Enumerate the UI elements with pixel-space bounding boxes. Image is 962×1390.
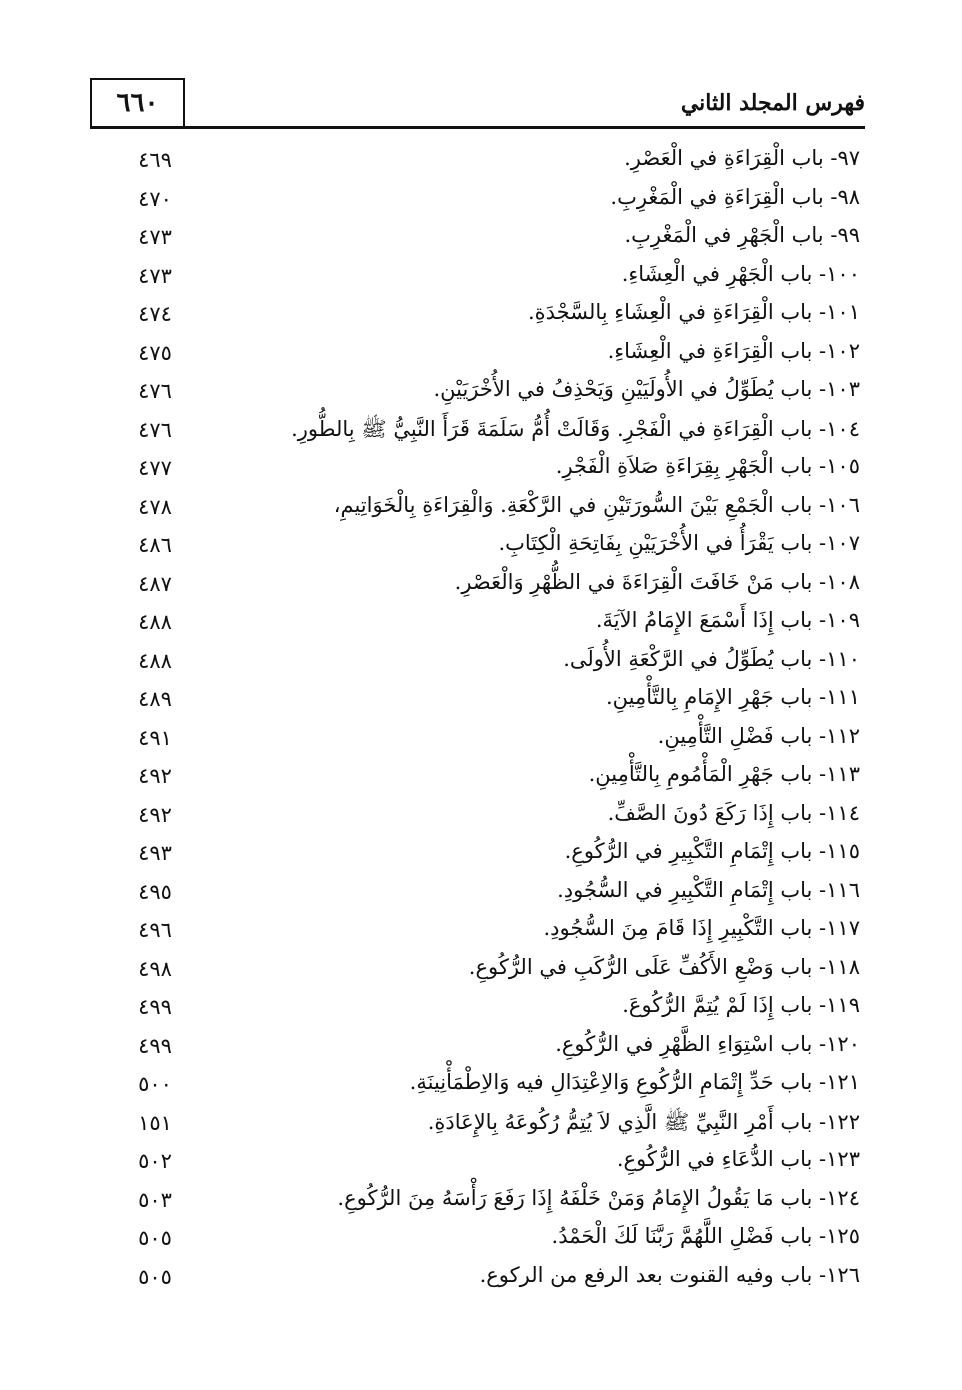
index-entry bbox=[120, 602, 860, 641]
index-entry bbox=[120, 333, 860, 372]
index-entry bbox=[120, 294, 860, 333]
index-entry bbox=[120, 1064, 860, 1103]
entry-title: ١٠٧- باب يَقْرَأُ في الأُخْرَيَيْنِ بِفَاتِحَةِ الْكِتَابِ. bbox=[498, 531, 860, 555]
index-entry bbox=[120, 1103, 860, 1142]
entry-title: ٩٨- باب الْقِرَاءَةِ في الْمَغْرِبِ. bbox=[610, 184, 860, 209]
index-entry bbox=[120, 217, 860, 256]
index-entry bbox=[120, 910, 860, 949]
index-entry bbox=[120, 718, 860, 757]
index-entry bbox=[120, 795, 860, 834]
entry-page-number: ٤٨٦ bbox=[138, 533, 172, 557]
index-entry bbox=[120, 1257, 860, 1296]
entry-title: ٩٩- باب الْجَهْرِ في الْمَغْرِبِ. bbox=[624, 223, 860, 247]
index-entry bbox=[120, 140, 860, 179]
entry-title: ١٠٥- باب الْجَهْرِ بِقِرَاءَةِ صَلاَةِ الْفَجْرِ. bbox=[555, 454, 860, 478]
entry-page-number: ٤٦٩ bbox=[138, 148, 172, 172]
entry-title: ١٢٥- باب فَضْلِ اللَّهُمَّ رَبَّنَا لَكَ الْحَمْدُ. bbox=[551, 1224, 860, 1248]
entry-page-number: ٤٩٥ bbox=[138, 879, 172, 904]
entry-title: ١١٦- باب إِتْمَامِ التَّكْبِيرِ في السُّجُودِ. bbox=[557, 877, 860, 902]
entry-page-number: ٤٨٨ bbox=[138, 648, 172, 673]
entry-title: ١٢٤- باب مَا يَقُولُ الإِمَامُ وَمَنْ خَلْفَهُ إِذَا رَفَعَ رَأْسَهُ مِنَ الرُّكُوعِ. bbox=[337, 1185, 860, 1210]
index-entry bbox=[120, 564, 860, 603]
entry-page-number: ٤٧٦ bbox=[138, 379, 172, 403]
index-entry bbox=[120, 487, 860, 526]
entry-title: ١٢٣- باب الدُّعَاءِ في الرُّكُوعِ. bbox=[616, 1147, 860, 1171]
entry-title: ١٢٢- باب أَمْرِ النَّبِيِّ ﷺ الَّذِي لاَ يُتِمُّ رُكُوعَهُ بِالإِعَادَةِ. bbox=[427, 1109, 860, 1134]
index-entry bbox=[120, 872, 860, 911]
entry-title: ١٢٦- باب وفيه القنوت بعد الرفع من الركوع. bbox=[479, 1262, 860, 1287]
entry-title: ١١٩- باب إِذَا لَمْ يُتِمَّ الرُّكُوعَ. bbox=[622, 993, 860, 1017]
index-entry bbox=[120, 679, 860, 718]
index-entry bbox=[120, 987, 860, 1026]
entry-page-number: ٤٧٣ bbox=[138, 263, 172, 288]
entry-page-number: ٤٧٨ bbox=[138, 494, 172, 519]
entry-title: ١٢٠- باب اسْتِوَاءِ الظَّهْرِ في الرُّكُوعِ. bbox=[555, 1031, 860, 1056]
entry-title: ١٠٤- باب الْقِرَاءَةِ في الْفَجْرِ. وَقَالَتْ أُمُّ سَلَمَةَ قَرَأَ النَّبِيُّ ﷺ بِالطُّورِ. bbox=[291, 416, 860, 441]
entry-title: ١١٨- باب وَضْعِ الأَكُفِّ عَلَى الرُّكَبِ في الرُّكُوعِ. bbox=[468, 954, 860, 979]
entry-title: ١١٧- باب التَّكْبِيرِ إِذَا قَامَ مِنَ السُّجُودِ. bbox=[543, 916, 860, 940]
index-entry bbox=[120, 1218, 860, 1257]
entry-title: ١٠٩- باب إِذَا أَسْمَعَ الإِمَامُ الآيَةَ. bbox=[595, 608, 860, 632]
entry-title: ١١٤- باب إِذَا رَكَعَ دُونَ الصَّفِّ. bbox=[607, 800, 860, 825]
index-entry bbox=[120, 1141, 860, 1180]
index-list bbox=[120, 140, 860, 1295]
entry-page-number: ٤٧٧ bbox=[138, 456, 172, 480]
index-entry bbox=[120, 410, 860, 449]
entry-title: ١١٥- باب إِتْمَامِ التَّكْبِيرِ في الرُّكُوعِ. bbox=[564, 839, 860, 863]
entry-title: ١٠٨- باب مَنْ خَافَتَ الْقِرَاءَةَ في الظُّهْرِ وَالْعَصْرِ. bbox=[454, 569, 860, 594]
index-entry bbox=[120, 1180, 860, 1219]
entry-page-number: ٤٩٣ bbox=[138, 841, 172, 865]
page-number: ٦٦٠ bbox=[90, 78, 185, 126]
entry-page-number: ٤٩٢ bbox=[138, 764, 172, 788]
index-entry bbox=[120, 1026, 860, 1065]
index-entry bbox=[120, 371, 860, 410]
index-entry bbox=[120, 179, 860, 218]
index-entry bbox=[120, 256, 860, 295]
entry-page-number: ٥٠٥ bbox=[138, 1226, 172, 1250]
entry-title: ١٠٦- باب الْجَمْعِ بَيْنَ السُّورَتَيْنِ في الرَّكْعَةِ. وَالْقِرَاءَةِ بِالْخَوَاتِيمِ، bbox=[333, 492, 860, 517]
index-entry bbox=[120, 448, 860, 487]
page-header bbox=[90, 78, 865, 128]
entry-page-number: ٥٠٠ bbox=[138, 1072, 172, 1096]
entry-page-number: ١٥١ bbox=[138, 1110, 172, 1135]
index-entry bbox=[120, 833, 860, 872]
entry-title: ١١٣- باب جَهْرِ الْمَأْمُومِ بِالتَّأْمِينِ. bbox=[588, 762, 860, 786]
entry-page-number: ٤٩٩ bbox=[138, 995, 172, 1019]
header-rule bbox=[90, 126, 865, 129]
entry-title: ١١٠- باب يُطَوِّلُ في الرَّكْعَةِ الأُولَى. bbox=[563, 646, 860, 671]
entry-title: ١٠٢- باب الْقِرَاءَةِ في الْعِشَاءِ. bbox=[607, 338, 860, 363]
running-title: فهرس المجلد الثاني bbox=[680, 90, 865, 116]
entry-title: ١٠٠- باب الْجَهْرِ في الْعِشَاءِ. bbox=[621, 261, 860, 286]
entry-page-number: ٤٧٦ bbox=[138, 417, 172, 442]
entry-page-number: ٤٧٤ bbox=[138, 302, 172, 326]
entry-page-number: ٥٠٣ bbox=[138, 1187, 172, 1212]
entry-page-number: ٥٠٢ bbox=[138, 1149, 172, 1173]
entry-title: ١٠١- باب الْقِرَاءَةِ في الْعِشَاءِ بِالسَّجْدَةِ. bbox=[527, 300, 860, 324]
entry-page-number: ٤٩٨ bbox=[138, 956, 172, 981]
index-entry bbox=[120, 641, 860, 680]
index-entry bbox=[120, 756, 860, 795]
entry-page-number: ٥٠٥ bbox=[138, 1264, 172, 1289]
entry-page-number: ٤٨٧ bbox=[138, 571, 172, 596]
entry-page-number: ٤٩٢ bbox=[138, 802, 172, 827]
entry-page-number: ٤٧٣ bbox=[138, 225, 172, 249]
entry-page-number: ٤٧٥ bbox=[138, 340, 172, 365]
entry-title: ٩٧- باب الْقِرَاءَةِ في الْعَصْرِ. bbox=[624, 146, 860, 170]
entry-title: ١٢١- باب حَدِّ إِتْمَامِ الرُّكُوعِ وَالاِعْتِدَالِ فيه وَالاِطْمَأْنِينَةِ. bbox=[409, 1070, 860, 1094]
index-entry bbox=[120, 525, 860, 564]
entry-title: ١١٢- باب فَضْلِ التَّأْمِينِ. bbox=[657, 723, 860, 748]
entry-page-number: ٤٩٩ bbox=[138, 1033, 172, 1058]
entry-page-number: ٤٨٩ bbox=[138, 687, 172, 711]
entry-page-number: ٤٩٦ bbox=[138, 918, 172, 942]
entry-page-number: ٤٧٠ bbox=[138, 186, 172, 211]
entry-title: ١١١- باب جَهْرِ الإِمَامِ بِالتَّأْمِينِ. bbox=[606, 685, 860, 709]
entry-page-number: ٤٨٨ bbox=[138, 610, 172, 634]
index-entry bbox=[120, 949, 860, 988]
entry-page-number: ٤٩١ bbox=[138, 725, 172, 750]
entry-title: ١٠٣- باب يُطَوِّلُ في الأُولَيَيْنِ وَيَحْذِفُ في الأُخْرَيَيْنِ. bbox=[433, 377, 860, 401]
